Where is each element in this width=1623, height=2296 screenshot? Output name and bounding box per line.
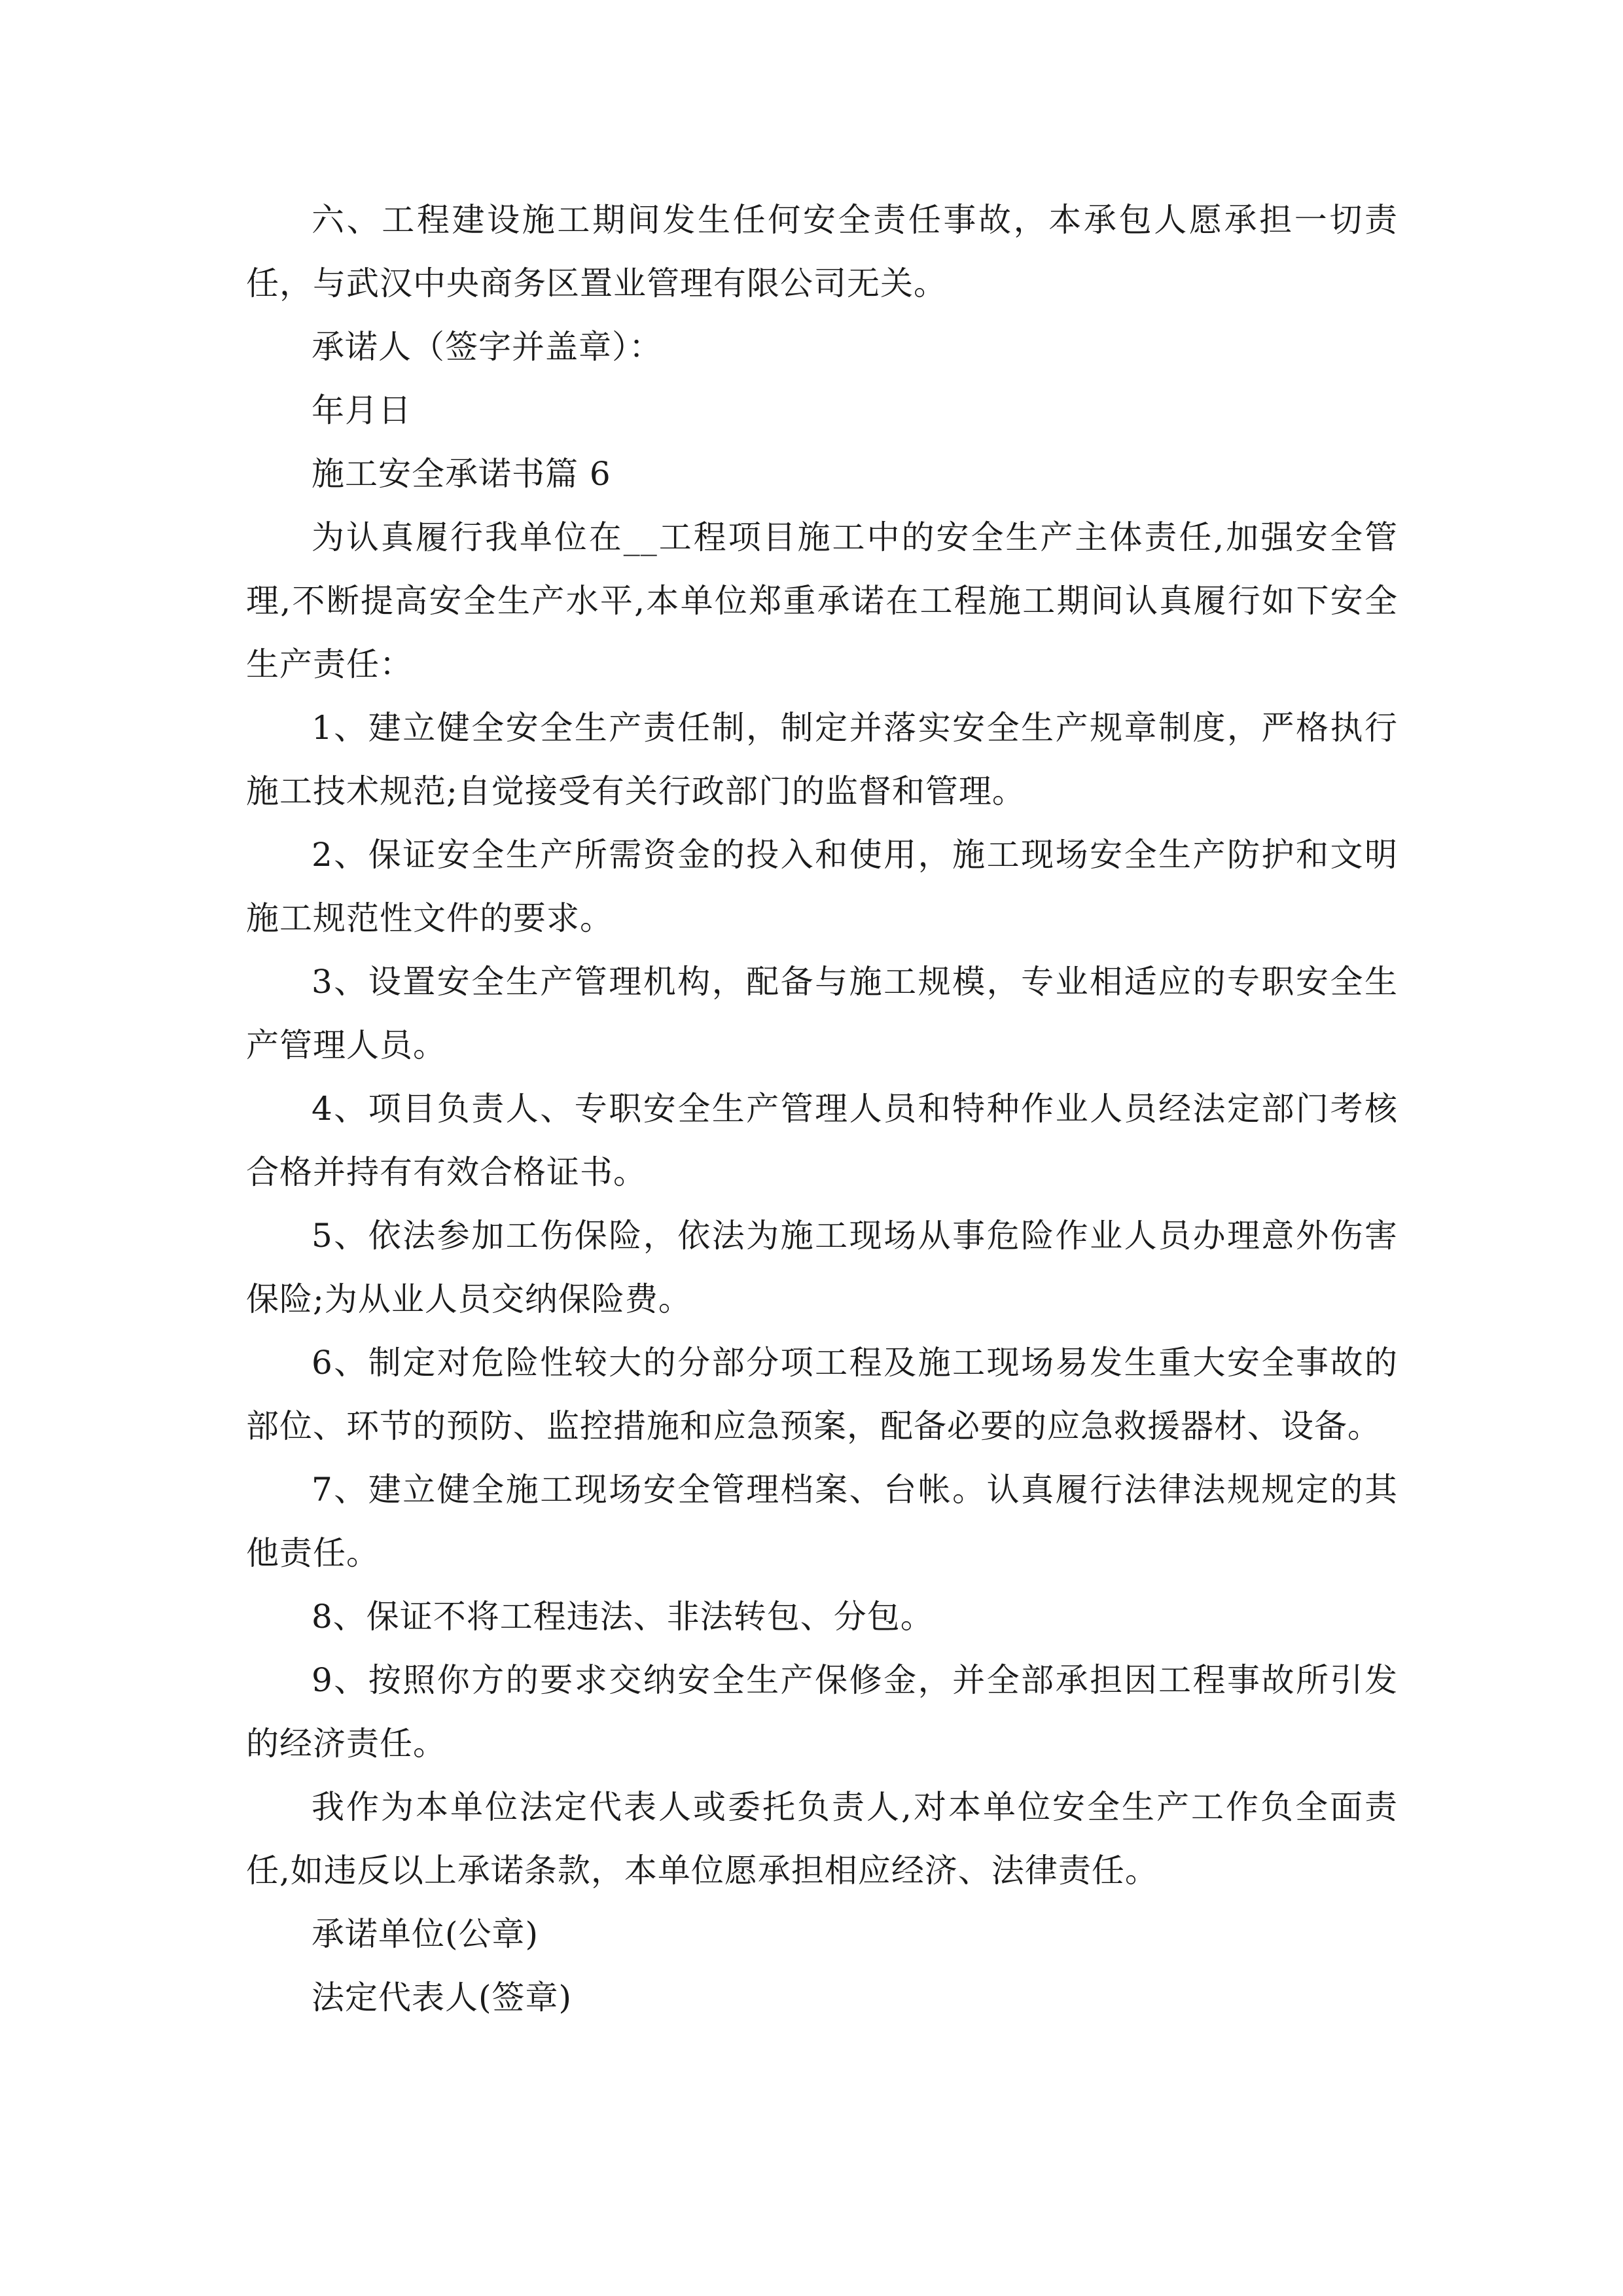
section-title: 施工安全承诺书篇 6 (312, 455, 611, 493)
date-line: 年月日 (312, 391, 412, 429)
promisor-signature-line: 承诺人（签字并盖章）： (312, 328, 662, 366)
intro-paragraph: 为认真履行我单位在__工程项目施工中的安全生产主体责任,加强安全管理,不断提高安全生产水平,本单位郑重承诺在工程施工期间认真履行如下安全生产责任： (246, 518, 1398, 683)
item-7: 7、建立健全施工现场安全管理档案、台帐。认真履行法律法规规定的其他责任。 (246, 1471, 1398, 1572)
item-2: 2、保证安全生产所需资金的投入和使用，施工现场安全生产防护和文明施工规范性文件的要求。 (246, 836, 1398, 937)
legal-representative-seal-line: 法定代表人(签章) (312, 1979, 573, 2017)
item-5: 5、依法参加工伤保险，依法为施工现场从事危险作业人员办理意外伤害保险;为从业人员交纳保险费。 (246, 1217, 1398, 1318)
promising-unit-seal-line: 承诺单位(公章) (312, 1915, 539, 1953)
closing-statement: 我作为本单位法定代表人或委托负责人,对本单位安全生产工作负全面责任,如违反以上承诺条款，本单位愿承担相应经济、法律责任。 (246, 1788, 1398, 1890)
item-1: 1、建立健全安全生产责任制，制定并落实安全生产规章制度，严格执行施工技术规范;自觉接受有关行政部门的监督和管理。 (246, 709, 1398, 810)
clause-six: 六、工程建设施工期间发生任何安全责任事故，本承包人愿承担一切责任，与武汉中央商务区置业管理有限公司无关。 (246, 201, 1398, 302)
item-3: 3、设置安全生产管理机构，配备与施工规模，专业相适应的专职安全生产管理人员。 (246, 963, 1398, 1064)
item-6: 6、制定对危险性较大的分部分项工程及施工现场易发生重大安全事故的部位、环节的预防、监控措施和应急预案，配备必要的应急救援器材、设备。 (246, 1344, 1398, 1445)
item-9: 9、按照你方的要求交纳安全生产保修金，并全部承担因工程事故所引发的经济责任。 (246, 1661, 1398, 1763)
item-4: 4、项目负责人、专职安全生产管理人员和特种作业人员经法定部门考核合格并持有有效合格证书。 (246, 1090, 1398, 1191)
document-page (246, 188, 1398, 2030)
item-8: 8、保证不将工程违法、非法转包、分包。 (312, 1598, 934, 1636)
